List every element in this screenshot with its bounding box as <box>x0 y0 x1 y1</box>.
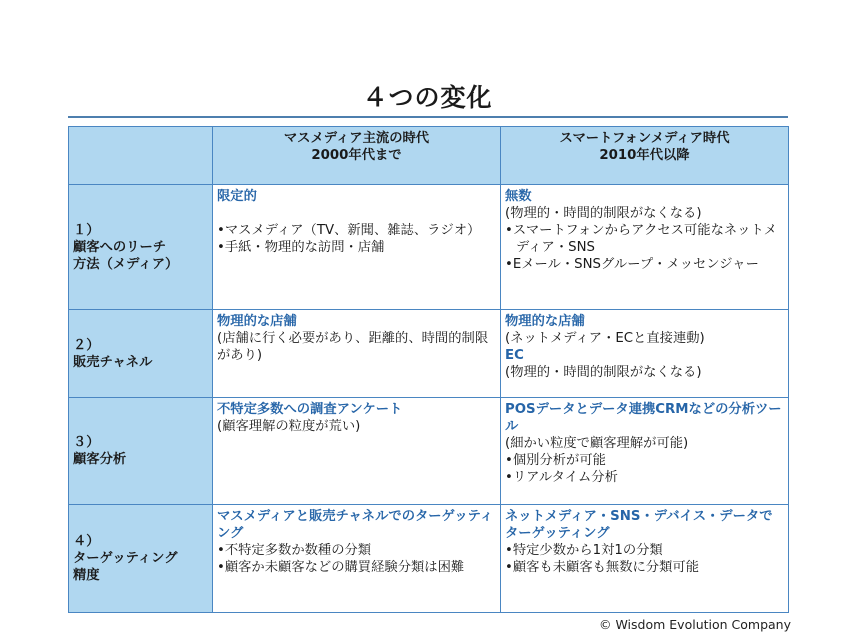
row-number: ４） <box>73 534 100 549</box>
bullet-item: •特定少数から1対1の分類 <box>505 543 663 558</box>
bullet-item: •リアルタイム分析 <box>505 470 618 485</box>
cell-note: (物理的・時間的制限がなくなる) <box>505 206 702 221</box>
cell-heading: 物理的な店舗 <box>505 314 585 329</box>
mass-media-cell <box>213 185 501 310</box>
row-label-cell <box>69 398 213 505</box>
smartphone-cell <box>501 185 789 310</box>
cell-heading: マスメディアと販売チャネルでのターゲッティング <box>217 509 494 541</box>
cell-heading: 限定的 <box>217 189 257 204</box>
row-label: ターゲッティング <box>73 551 178 566</box>
bullet-item: •個別分析が可能 <box>505 453 606 468</box>
bullet-item: •スマートフォンからアクセス可能なネットメディア・SNS <box>505 223 777 255</box>
table-row-targeting <box>69 505 789 613</box>
smartphone-cell <box>501 310 789 398</box>
row-label: 顧客分析 <box>73 452 127 467</box>
bullet-item: •顧客も未顧客も無数に分類可能 <box>505 560 699 575</box>
table-header-row <box>69 127 789 185</box>
header-period: 2000年代まで <box>311 148 402 163</box>
mass-media-cell <box>213 505 501 613</box>
cell-heading: 不特定多数への調査アンケート <box>217 402 403 417</box>
row-label: 顧客へのリーチ <box>73 239 167 255</box>
mass-media-cell <box>213 310 501 398</box>
smartphone-cell <box>501 505 789 613</box>
header-corner-cell <box>69 127 213 185</box>
header-title: スマートフォンメディア時代 <box>559 131 730 146</box>
cell-heading: POSデータとデータ連携CRMなどの分析ツール <box>505 402 782 434</box>
smartphone-cell <box>501 398 789 505</box>
page-title: ４つの変化 <box>362 83 493 112</box>
bullet-item: •Eメール・SNSグループ・メッセンジャー <box>505 257 759 272</box>
row-label-cell <box>69 185 213 310</box>
comparison-table <box>68 126 789 613</box>
bullet-item: •手紙・物理的な訪問・店舗 <box>217 240 385 255</box>
header-mass-media-era <box>213 127 501 185</box>
cell-note: (顧客理解の粒度が荒い) <box>217 419 361 434</box>
row-label-cell <box>69 310 213 398</box>
cell-note: (物理的・時間的制限がなくなる) <box>505 365 702 380</box>
table-row-reach <box>69 185 789 310</box>
table-row-sales-channel <box>69 310 789 398</box>
row-label: 販売チャネル <box>73 354 153 370</box>
row-label: 方法（メディア） <box>73 256 179 272</box>
cell-note: (細かい粒度で顧客理解が可能) <box>505 436 689 451</box>
cell-note: (店舗に行く必要があり、距離的、時間的制限があり) <box>217 331 489 363</box>
bullet-item: •不特定多数か数種の分類 <box>217 543 372 558</box>
header-period: 2010年代以降 <box>599 148 690 163</box>
table-row-customer-analysis <box>69 398 789 505</box>
bullet-item: •マスメディア（TV、新聞、雑誌、ラジオ） <box>217 223 481 238</box>
cell-heading: 物理的な店舗 <box>217 314 297 329</box>
copyright-footer: © Wisdom Evolution Company <box>599 617 791 632</box>
row-label: 精度 <box>73 568 100 583</box>
cell-heading: EC <box>505 348 524 363</box>
mass-media-cell <box>213 398 501 505</box>
header-smartphone-era <box>501 127 789 185</box>
row-number: １） <box>73 222 100 238</box>
row-number: ２） <box>73 337 100 353</box>
row-label-cell <box>69 505 213 613</box>
row-number: ３） <box>73 435 100 450</box>
header-title: マスメディア主流の時代 <box>283 131 430 146</box>
cell-heading: ネットメディア・SNS・デバイス・データでターゲッティング <box>505 509 773 541</box>
title-divider <box>68 116 788 118</box>
cell-note: (ネットメディア・ECと直接連動) <box>505 331 705 346</box>
cell-heading: 無数 <box>505 189 532 204</box>
bullet-item: •顧客か未顧客などの購買経験分類は困難 <box>217 560 465 575</box>
